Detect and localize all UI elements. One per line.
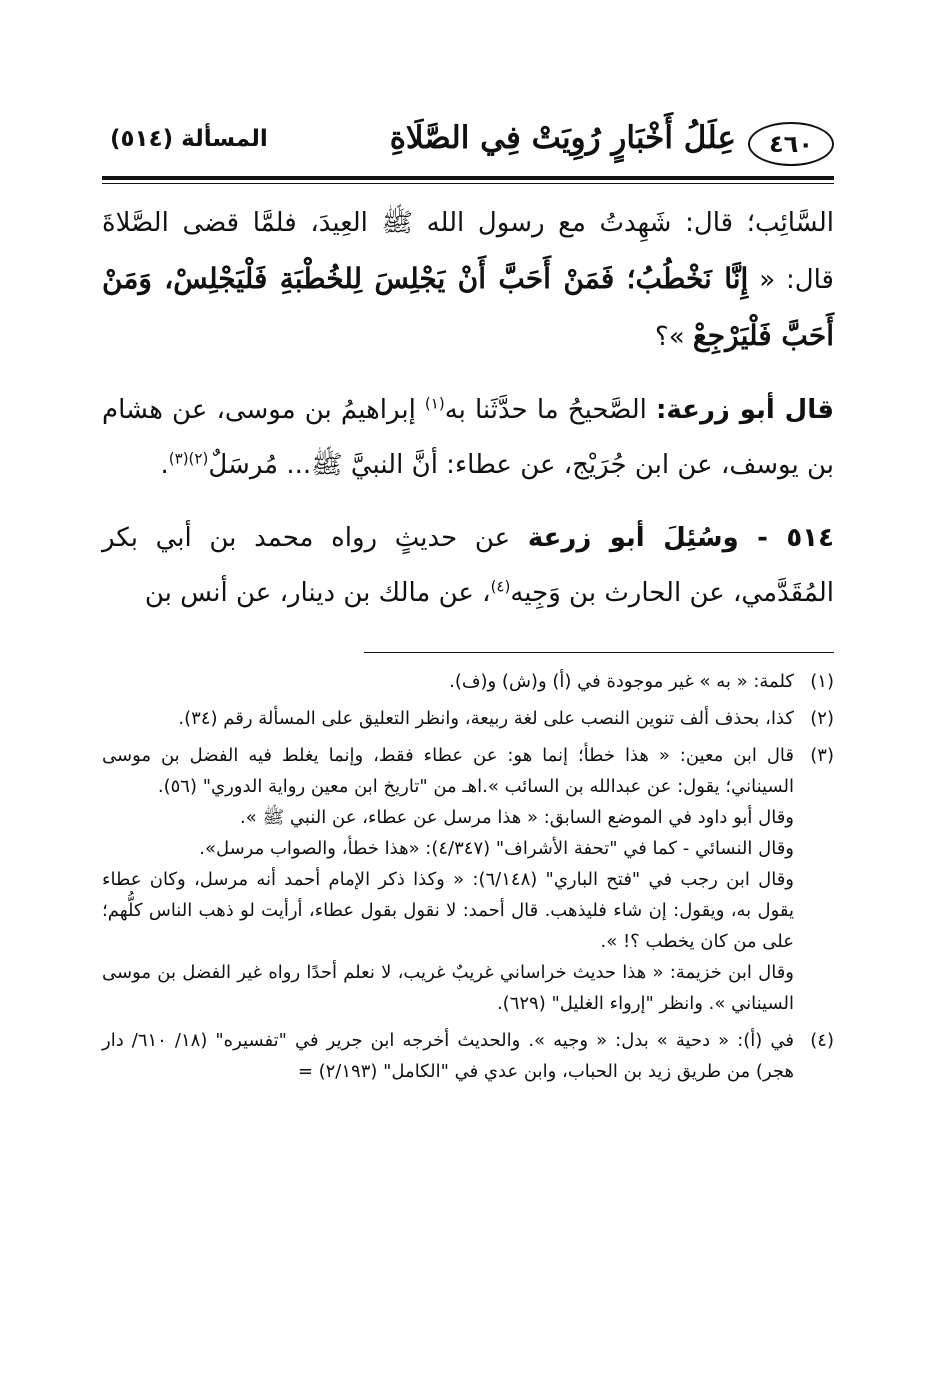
footnotes: [102, 666, 834, 1093]
book-title: عِلَلُ أَخْبَارٍ رُوِيَتْ فِي الصَّلَاةِ: [389, 120, 736, 156]
footnote-4: [102, 1025, 834, 1087]
book-page: [102, 118, 834, 1082]
footnote-separator: [364, 652, 834, 653]
paragraph-abu-zura-answer: [102, 383, 834, 493]
footnote-text: وقال ابن خزيمة: « هذا حديث خراساني غريبٌ غريب، لا نعلم أحدًا رواه غير الفضل بن موسى السيناني ». وانظر "إرواء الغليل" (٦٢٩).: [102, 962, 794, 1014]
footnote-1: [102, 666, 834, 697]
footnote-body: [102, 703, 794, 734]
entry-number: ٥١٤: [786, 523, 834, 553]
footnote-text: وقال النسائي - كما في "تحفة الأشراف" (٤/٣٤٧): «هذا خطأ، والصواب مرسل».: [199, 838, 794, 859]
footnote-3: [102, 740, 834, 1019]
footnote-number: (٣): [810, 745, 834, 766]
footnote-text: قال ابن معين: « هذا خطأ؛ إنما هو: عن عطاء فقط، وإنما يغلط فيه الفضل بن موسى السيناني؛ يقول: عن عبدالله بن السائب ».اهـ من "تاريخ ابن معين رواية الدوري" (٥٦).: [102, 745, 794, 797]
footnote-body: [102, 740, 794, 1019]
main-text: [102, 196, 834, 639]
question-label: المسألة (٥١٤): [110, 126, 268, 152]
paragraph-hadith: [102, 196, 834, 365]
paragraph-question-514: [102, 511, 834, 621]
p2-end: .: [160, 450, 169, 480]
footnote-body: [102, 666, 794, 697]
footnote-text: كلمة: « به » غير موجودة في (أ) و(ش) و(ف).: [449, 671, 794, 692]
p3-text-b: ، عن مالك بن دينار، عن أنس بن: [144, 578, 491, 608]
p3-lead: وسُئِلَ أبو زرعة: [527, 523, 739, 553]
page-header: [102, 118, 834, 170]
footnote-ref-2-3: (٢)(٣): [168, 449, 209, 468]
p2-text-a: الصَّحيحُ ما حدَّثَنا به: [444, 395, 657, 425]
footnote-number: (١): [810, 671, 834, 692]
p1-lead: السَّائِب؛ قال: شَهِدتُ مع رسول الله ﷺ العِيدَ، فلمَّا قضى الصَّلاةَ قال: «: [102, 208, 834, 295]
footnote-text: وقال ابن رجب في "فتح الباري" (٦/١٤٨): « وكذا ذكر الإمام أحمد أنه مرسل، وكان عطاء يقول به، ويقول: إن شاء فليذهب. قال أحمد: لا نقول بقول عطاء، أرأيت لو ذهب الناس كلُّهم؛ على من كان يخطب ؟! ».: [102, 869, 794, 952]
p2-text-b: إبراهيمُ بن موسى، عن هشام بن يوسف، عن ابن جُرَيْج، عن عطاء: أنَّ النبيَّ ﷺ... مُرسَلٌ: [102, 395, 834, 480]
footnote-body: [102, 1025, 794, 1087]
entry-dash: -: [738, 523, 787, 553]
page-number: ٤٦٠: [748, 122, 834, 166]
footnote-text: كذا، بحذف ألف تنوين النصب على لغة ربيعة، وانظر التعليق على المسألة رقم (٣٤).: [178, 708, 794, 729]
p1-end: »؟: [654, 322, 693, 352]
footnote-text: وقال أبو داود في الموضع السابق: « هذا مرسل عن عطاء، عن النبي ﷺ ».: [240, 807, 794, 828]
footnote-ref-4: (٤): [490, 577, 511, 596]
p2-lead: قال أبو زرعة:: [656, 395, 834, 425]
footnote-2: [102, 703, 834, 734]
footnote-number: (٤): [810, 1030, 834, 1051]
hadith-text: إِنَّا نَخْطُبُ؛ فَمَنْ أَحَبَّ أَنْ يَجْلِسَ لِلخُطْبَةِ فَلْيَجْلِسْ، وَمَنْ أَحَبَّ فَلْيَرْجِعْ: [102, 262, 834, 352]
footnote-text: في (أ): « دحية » بدل: « وجيه ». والحديث أخرجه ابن جرير في "تفسيره" (١٨/ ٦١٠/ دار هجر) من طريق زيد بن الحباب، وابن عدي في "الكامل" (٢/١٩٣) =: [102, 1030, 794, 1082]
header-rule-thick: [102, 176, 834, 180]
header-rule-thin: [102, 183, 834, 184]
p3-text-a: عن حديثٍ رواه محمد بن أبي بكر المُقَدَّمي، عن الحارث بن وَجِيه: [102, 523, 834, 608]
footnote-ref-1: (١): [424, 394, 445, 413]
footnote-number: (٢): [810, 708, 834, 729]
